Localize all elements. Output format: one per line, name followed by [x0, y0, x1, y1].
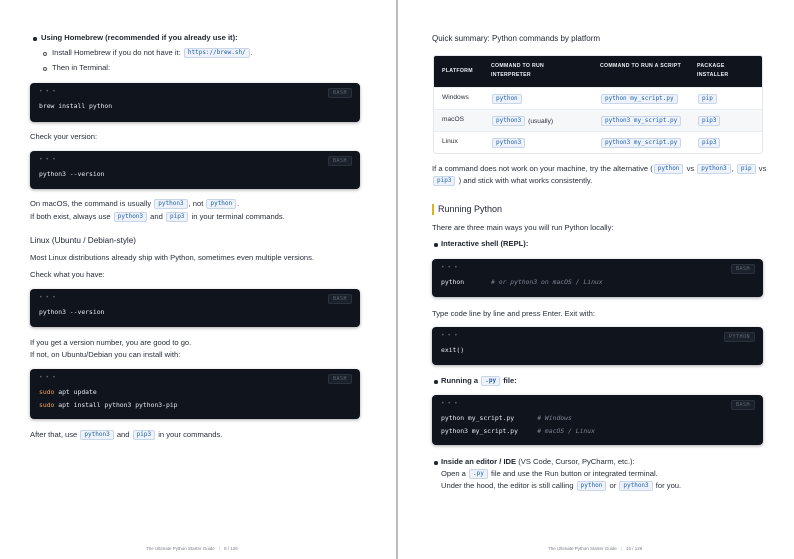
after-that-note: After that, use python3 and pip3 in your commands.: [30, 430, 223, 439]
inline-code: python: [654, 164, 684, 174]
sub-bullet: [43, 52, 47, 56]
code-lang-badge: BASH: [328, 156, 352, 166]
table-cell: python3 my_script.py: [600, 116, 682, 126]
check-version: Check your version:: [30, 132, 98, 141]
code-block-run-script[interactable]: [432, 395, 763, 445]
table-cell: python3: [491, 138, 526, 148]
brew-url-link[interactable]: https://brew.sh/: [184, 48, 250, 58]
table-cell: python3 (usually): [491, 116, 553, 126]
code-line: python3 my_script.py # macOS / Linux: [441, 427, 595, 435]
table-header-cell: PACKAGE INSTALLER: [697, 63, 729, 78]
left-page: [0, 0, 396, 559]
table-row: [434, 109, 762, 131]
macos-note-2: If both exist, always use python3 and pip3 in your terminal commands.: [30, 212, 285, 221]
inline-code: python3: [154, 199, 187, 209]
table-cell: Windows: [442, 94, 469, 101]
under-hood-note: Under the hood, the editor is still calling python or python3 for you.: [441, 481, 682, 490]
window-dots-icon: •••: [39, 294, 59, 301]
summary-title: Quick summary: Python commands by platform: [432, 34, 601, 43]
linux-paragraph: Most Linux distributions already ship with Python, sometimes even multiple versions.: [30, 253, 315, 262]
table-cell: python: [491, 94, 523, 104]
code-line: sudo apt install python3 python3-pip: [39, 401, 178, 409]
install-homebrew-line: Install Homebrew if you do not have it: https://brew.sh/ .: [52, 48, 253, 57]
window-dots-icon: •••: [39, 374, 59, 381]
macos-note-1: On macOS, the command is usually python3 , not python .: [30, 199, 240, 208]
bullet: [434, 243, 438, 247]
three-ways: There are three main ways you will run Python locally:: [432, 223, 614, 232]
bullet: [434, 461, 438, 465]
code-lang-badge: BASH: [328, 88, 352, 98]
code-block-apt[interactable]: [30, 369, 360, 419]
code-line: exit(): [441, 346, 465, 354]
version-note-1: If you get a version number, you are good to go.: [30, 338, 192, 347]
page-footer: The Ultimate Python Starter Guide | 10 / 126: [548, 546, 643, 551]
inline-code: pip: [737, 164, 756, 174]
table-cell: pip: [697, 94, 718, 104]
code-block-brew[interactable]: [30, 83, 360, 122]
table-cell: pip3: [697, 138, 721, 148]
inline-code: python: [577, 481, 607, 491]
code-line: python3 --version: [39, 308, 105, 316]
type-code-note: Type code line by line and press Enter. Exit with:: [432, 309, 595, 318]
code-lang-badge: BASH: [731, 400, 755, 410]
table-cell: pip3: [697, 116, 721, 126]
code-lang-badge: BASH: [731, 264, 755, 274]
window-dots-icon: •••: [441, 400, 461, 407]
code-line: sudo apt update: [39, 388, 97, 396]
right-page: [398, 0, 794, 559]
table-header-cell: COMMAND TO RUN INTERPRETER: [491, 63, 545, 78]
bullet: [434, 380, 438, 384]
code-lang-badge: BASH: [328, 294, 352, 304]
code-block-version[interactable]: [30, 151, 360, 189]
inline-code: python: [206, 199, 236, 209]
table-cell: macOS: [442, 116, 464, 123]
table-cell: python my_script.py: [600, 94, 679, 104]
alternative-note-2: pip3 ) and stick with what works consistently.: [432, 176, 592, 186]
inline-code: pip3: [133, 430, 155, 440]
code-block-repl[interactable]: [432, 259, 763, 297]
window-dots-icon: •••: [39, 88, 59, 95]
page-footer: The Ultimate Python Starter Guide | 9 / 126: [146, 546, 238, 551]
inline-code: python3: [619, 481, 652, 491]
alternative-note-1: If a command does not work on your machine, try the alternative ( python vs python3 , pip vs: [432, 164, 767, 173]
code-block-exit[interactable]: [432, 327, 763, 365]
table-row: [434, 131, 762, 153]
code-lang-badge: BASH: [328, 374, 352, 384]
then-terminal: Then in Terminal:: [52, 63, 111, 72]
code-line: python my_script.py # Windows: [441, 414, 572, 422]
sub-bullet: [43, 67, 47, 71]
table-header: [434, 56, 762, 87]
window-dots-icon: •••: [441, 332, 461, 339]
heading-accent-bar: [432, 204, 434, 215]
inline-code: pip3: [166, 212, 188, 222]
bullet: [33, 37, 37, 41]
repl-bullet: Interactive shell (REPL):: [441, 239, 529, 248]
code-line: python # or python3 on macOS / Linux: [441, 278, 603, 286]
code-lang-badge: PYTHON: [724, 332, 755, 342]
table-header-cell: COMMAND TO RUN A SCRIPT: [600, 63, 682, 69]
window-dots-icon: •••: [441, 264, 461, 271]
inline-code: pip3: [433, 176, 455, 186]
code-line: python3 --version: [39, 170, 105, 178]
inline-code: .py: [481, 376, 500, 386]
editor-bullet: Inside an editor / IDE (VS Code, Cursor, PyCharm, etc.):: [441, 457, 635, 466]
table-cell: python3 my_script.py: [600, 138, 682, 148]
running-heading: Running Python: [438, 204, 503, 214]
window-dots-icon: •••: [39, 156, 59, 163]
table-header-cell: PLATFORM: [442, 68, 473, 74]
running-file-bullet: Running a .py file:: [441, 376, 517, 385]
inline-code: python3: [114, 212, 147, 222]
table-row: [434, 87, 762, 109]
inline-code: python3: [80, 430, 113, 440]
linux-heading: Linux (Ubuntu / Debian-style): [30, 236, 137, 245]
code-line: brew install python: [39, 102, 113, 110]
version-note-2: If not, on Ubuntu/Debian you can install with:: [30, 350, 181, 359]
homebrew-bullet: Using Homebrew (recommended if you already use it):: [41, 33, 238, 42]
table-cell: Linux: [442, 138, 458, 145]
inline-code: python3: [697, 164, 730, 174]
platform-table: [433, 55, 763, 154]
check-have: Check what you have:: [30, 270, 105, 279]
code-block-linux-version[interactable]: [30, 289, 360, 327]
open-file-note: Open a .py file and use the Run button or integrated terminal.: [441, 469, 658, 478]
inline-code: .py: [469, 469, 488, 479]
